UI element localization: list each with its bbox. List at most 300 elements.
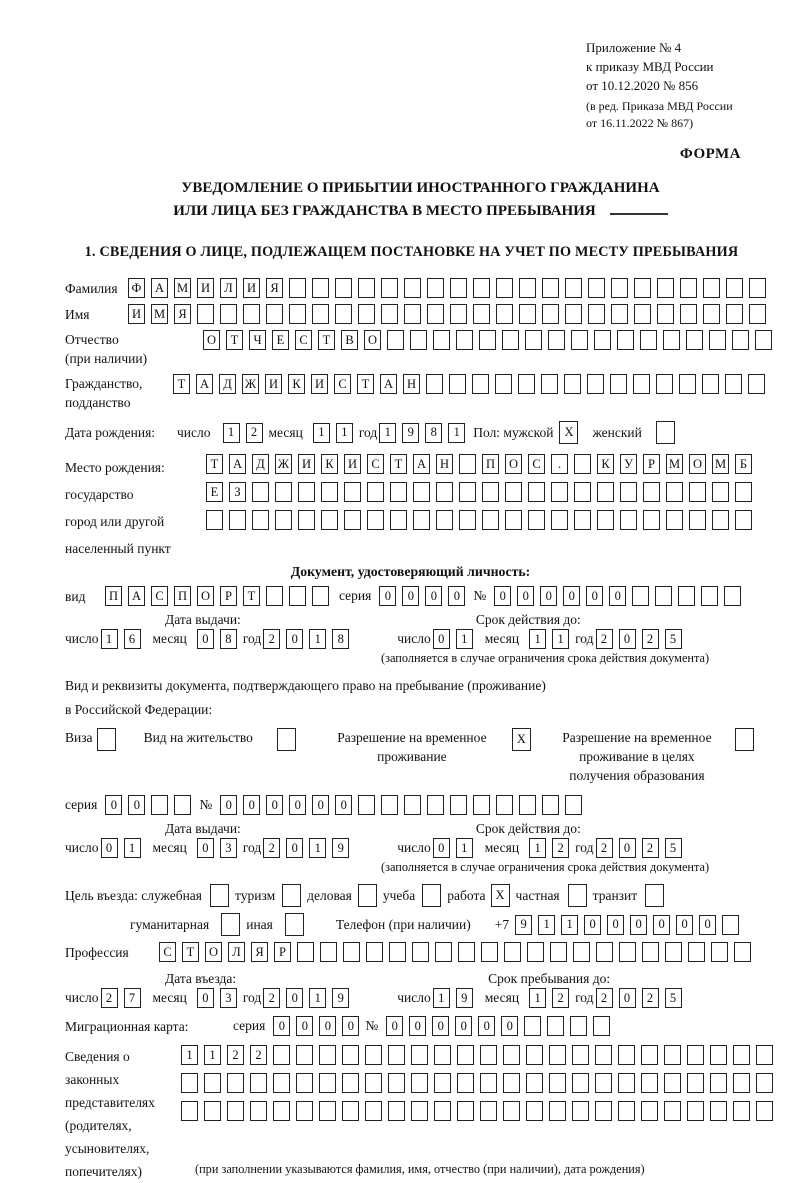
birthplace-cells-3[interactable] (206, 510, 758, 530)
char-cell[interactable] (227, 1101, 244, 1121)
char-cell[interactable]: 0 (619, 629, 636, 649)
char-cell[interactable]: Н (436, 454, 453, 474)
char-cell[interactable] (542, 278, 559, 298)
char-cell[interactable] (319, 1073, 336, 1093)
char-cell[interactable]: Ч (249, 330, 266, 350)
char-cell[interactable]: 1 (561, 915, 578, 935)
char-cell[interactable] (725, 374, 742, 394)
char-cell[interactable] (587, 374, 604, 394)
char-cell[interactable] (588, 304, 605, 324)
char-cell[interactable] (174, 795, 191, 815)
char-cell[interactable] (275, 482, 292, 502)
char-cell[interactable] (503, 1073, 520, 1093)
char-cell[interactable] (597, 510, 614, 530)
char-cell[interactable]: X (512, 728, 531, 751)
char-cell[interactable]: О (205, 942, 222, 962)
temp-residence-checkbox[interactable] (512, 728, 537, 751)
doc-issue-day[interactable] (101, 629, 147, 649)
char-cell[interactable] (656, 421, 675, 444)
stay-until-day[interactable] (433, 988, 479, 1008)
char-cell[interactable] (503, 1101, 520, 1121)
birth-year-cells[interactable] (379, 423, 471, 443)
char-cell[interactable] (618, 1073, 635, 1093)
representatives-cells-3[interactable] (181, 1101, 779, 1121)
char-cell[interactable] (665, 942, 682, 962)
char-cell[interactable]: 0 (425, 586, 442, 606)
char-cell[interactable] (565, 278, 582, 298)
char-cell[interactable] (319, 1045, 336, 1065)
char-cell[interactable]: И (298, 454, 315, 474)
char-cell[interactable] (657, 304, 674, 324)
char-cell[interactable] (641, 1073, 658, 1093)
char-cell[interactable] (618, 1101, 635, 1121)
char-cell[interactable] (342, 1073, 359, 1093)
purpose-study-checkbox[interactable] (422, 884, 447, 907)
char-cell[interactable] (688, 942, 705, 962)
char-cell[interactable]: 0 (286, 988, 303, 1008)
char-cell[interactable]: И (311, 374, 328, 394)
purpose-humanitarian-checkbox[interactable] (221, 913, 246, 936)
char-cell[interactable] (252, 482, 269, 502)
char-cell[interactable]: 0 (273, 1016, 290, 1036)
char-cell[interactable]: 0 (266, 795, 283, 815)
char-cell[interactable] (656, 374, 673, 394)
char-cell[interactable]: 0 (386, 1016, 403, 1036)
char-cell[interactable] (473, 304, 490, 324)
char-cell[interactable] (422, 884, 441, 907)
char-cell[interactable] (320, 942, 337, 962)
stay-expiry-day[interactable] (433, 838, 479, 858)
char-cell[interactable] (210, 884, 229, 907)
char-cell[interactable] (273, 1045, 290, 1065)
char-cell[interactable]: 0 (455, 1016, 472, 1036)
char-cell[interactable] (434, 1045, 451, 1065)
char-cell[interactable] (679, 374, 696, 394)
char-cell[interactable] (689, 482, 706, 502)
char-cell[interactable]: С (159, 942, 176, 962)
char-cell[interactable] (748, 374, 765, 394)
char-cell[interactable]: 2 (642, 988, 659, 1008)
char-cell[interactable] (702, 374, 719, 394)
stay-until-year[interactable] (596, 988, 688, 1008)
char-cell[interactable] (735, 728, 754, 751)
char-cell[interactable] (597, 482, 614, 502)
char-cell[interactable]: Т (318, 330, 335, 350)
char-cell[interactable]: 9 (402, 423, 419, 443)
char-cell[interactable] (526, 1045, 543, 1065)
char-cell[interactable] (358, 304, 375, 324)
char-cell[interactable]: 9 (456, 988, 473, 1008)
birthplace-cells-2[interactable] (206, 482, 758, 502)
char-cell[interactable] (289, 278, 306, 298)
char-cell[interactable]: 1 (181, 1045, 198, 1065)
char-cell[interactable] (619, 942, 636, 962)
char-cell[interactable]: А (128, 586, 145, 606)
char-cell[interactable] (450, 795, 467, 815)
citizenship-cells[interactable] (173, 374, 771, 394)
char-cell[interactable] (550, 942, 567, 962)
char-cell[interactable] (568, 884, 587, 907)
char-cell[interactable] (410, 330, 427, 350)
residence-permit-checkbox[interactable] (277, 728, 302, 751)
char-cell[interactable] (319, 1101, 336, 1121)
purpose-other-checkbox[interactable] (285, 913, 310, 936)
char-cell[interactable]: О (203, 330, 220, 350)
char-cell[interactable]: З (229, 482, 246, 502)
char-cell[interactable] (243, 304, 260, 324)
char-cell[interactable]: 2 (263, 629, 280, 649)
char-cell[interactable] (459, 510, 476, 530)
char-cell[interactable]: 8 (425, 423, 442, 443)
char-cell[interactable] (642, 942, 659, 962)
purpose-tourism-checkbox[interactable] (282, 884, 307, 907)
char-cell[interactable] (618, 1045, 635, 1065)
char-cell[interactable] (687, 1045, 704, 1065)
char-cell[interactable] (388, 1101, 405, 1121)
char-cell[interactable] (710, 1045, 727, 1065)
char-cell[interactable] (390, 482, 407, 502)
char-cell[interactable]: Ф (128, 278, 145, 298)
char-cell[interactable] (358, 884, 377, 907)
char-cell[interactable] (573, 942, 590, 962)
char-cell[interactable] (206, 510, 223, 530)
char-cell[interactable] (289, 304, 306, 324)
char-cell[interactable] (312, 586, 329, 606)
char-cell[interactable] (181, 1101, 198, 1121)
char-cell[interactable] (678, 586, 695, 606)
char-cell[interactable]: С (367, 454, 384, 474)
migration-card-series[interactable] (273, 1016, 365, 1036)
char-cell[interactable]: 0 (402, 586, 419, 606)
surname-cells[interactable] (128, 278, 772, 298)
char-cell[interactable] (571, 330, 588, 350)
char-cell[interactable] (473, 278, 490, 298)
char-cell[interactable]: 8 (332, 629, 349, 649)
char-cell[interactable] (434, 1073, 451, 1093)
char-cell[interactable] (503, 1045, 520, 1065)
char-cell[interactable] (595, 1073, 612, 1093)
char-cell[interactable] (564, 374, 581, 394)
char-cell[interactable]: Т (226, 330, 243, 350)
char-cell[interactable]: 0 (478, 1016, 495, 1036)
char-cell[interactable] (703, 278, 720, 298)
char-cell[interactable]: 0 (676, 915, 693, 935)
char-cell[interactable]: 1 (456, 838, 473, 858)
char-cell[interactable] (726, 304, 743, 324)
char-cell[interactable] (473, 795, 490, 815)
char-cell[interactable] (457, 1073, 474, 1093)
char-cell[interactable] (413, 482, 430, 502)
char-cell[interactable] (565, 304, 582, 324)
char-cell[interactable] (542, 795, 559, 815)
char-cell[interactable] (735, 510, 752, 530)
char-cell[interactable] (643, 510, 660, 530)
char-cell[interactable]: 1 (529, 838, 546, 858)
char-cell[interactable] (574, 510, 591, 530)
char-cell[interactable] (250, 1073, 267, 1093)
char-cell[interactable] (687, 1073, 704, 1093)
char-cell[interactable] (296, 1101, 313, 1121)
char-cell[interactable] (712, 510, 729, 530)
char-cell[interactable] (480, 1073, 497, 1093)
char-cell[interactable] (525, 330, 542, 350)
char-cell[interactable]: С (295, 330, 312, 350)
representatives-cells-1[interactable] (181, 1045, 779, 1065)
char-cell[interactable]: О (364, 330, 381, 350)
char-cell[interactable] (404, 304, 421, 324)
char-cell[interactable]: 8 (220, 629, 237, 649)
char-cell[interactable] (643, 482, 660, 502)
char-cell[interactable] (755, 330, 772, 350)
char-cell[interactable] (732, 330, 749, 350)
char-cell[interactable]: 5 (665, 629, 682, 649)
purpose-private-checkbox[interactable] (568, 884, 593, 907)
char-cell[interactable] (504, 942, 521, 962)
char-cell[interactable] (277, 728, 296, 751)
char-cell[interactable] (427, 304, 444, 324)
char-cell[interactable]: 0 (494, 586, 511, 606)
char-cell[interactable]: 2 (250, 1045, 267, 1065)
char-cell[interactable]: К (597, 454, 614, 474)
char-cell[interactable]: 2 (552, 988, 569, 1008)
char-cell[interactable] (711, 942, 728, 962)
char-cell[interactable] (666, 482, 683, 502)
char-cell[interactable] (358, 795, 375, 815)
char-cell[interactable]: X (559, 421, 578, 444)
char-cell[interactable] (289, 586, 306, 606)
doc-number-cells[interactable] (494, 586, 747, 606)
char-cell[interactable] (480, 1101, 497, 1121)
char-cell[interactable] (663, 330, 680, 350)
char-cell[interactable] (549, 1045, 566, 1065)
char-cell[interactable] (387, 330, 404, 350)
char-cell[interactable] (482, 482, 499, 502)
char-cell[interactable] (496, 795, 513, 815)
char-cell[interactable] (640, 330, 657, 350)
char-cell[interactable] (297, 942, 314, 962)
char-cell[interactable] (390, 510, 407, 530)
char-cell[interactable]: 5 (665, 988, 682, 1008)
char-cell[interactable]: Л (228, 942, 245, 962)
char-cell[interactable]: 1 (456, 629, 473, 649)
char-cell[interactable]: 2 (552, 838, 569, 858)
char-cell[interactable] (457, 1101, 474, 1121)
char-cell[interactable]: 3 (220, 838, 237, 858)
char-cell[interactable] (266, 304, 283, 324)
char-cell[interactable] (344, 482, 361, 502)
char-cell[interactable]: Т (390, 454, 407, 474)
char-cell[interactable] (641, 1101, 658, 1121)
char-cell[interactable] (335, 278, 352, 298)
char-cell[interactable]: 0 (448, 586, 465, 606)
char-cell[interactable]: П (482, 454, 499, 474)
char-cell[interactable]: 0 (197, 629, 214, 649)
char-cell[interactable] (388, 1073, 405, 1093)
char-cell[interactable] (296, 1045, 313, 1065)
char-cell[interactable]: С (528, 454, 545, 474)
char-cell[interactable]: 2 (263, 838, 280, 858)
char-cell[interactable] (321, 482, 338, 502)
char-cell[interactable] (712, 482, 729, 502)
stay-issue-month[interactable] (197, 838, 243, 858)
char-cell[interactable]: 1 (313, 423, 330, 443)
stay-issue-day[interactable] (101, 838, 147, 858)
char-cell[interactable] (519, 304, 536, 324)
char-cell[interactable]: 1 (309, 629, 326, 649)
char-cell[interactable] (427, 795, 444, 815)
char-cell[interactable]: 1 (529, 629, 546, 649)
char-cell[interactable]: 2 (246, 423, 263, 443)
char-cell[interactable] (220, 304, 237, 324)
char-cell[interactable]: 0 (630, 915, 647, 935)
char-cell[interactable]: 2 (642, 629, 659, 649)
char-cell[interactable] (459, 482, 476, 502)
char-cell[interactable] (756, 1045, 773, 1065)
char-cell[interactable] (551, 482, 568, 502)
char-cell[interactable] (655, 586, 672, 606)
char-cell[interactable]: 1 (552, 629, 569, 649)
char-cell[interactable] (252, 510, 269, 530)
doc-series-cells[interactable] (379, 586, 471, 606)
char-cell[interactable] (480, 1045, 497, 1065)
purpose-business-checkbox[interactable] (358, 884, 383, 907)
char-cell[interactable]: Т (182, 942, 199, 962)
char-cell[interactable] (733, 1045, 750, 1065)
char-cell[interactable] (595, 1101, 612, 1121)
char-cell[interactable]: 0 (586, 586, 603, 606)
char-cell[interactable] (389, 942, 406, 962)
char-cell[interactable] (664, 1073, 681, 1093)
char-cell[interactable] (358, 278, 375, 298)
char-cell[interactable] (641, 1045, 658, 1065)
char-cell[interactable] (427, 278, 444, 298)
char-cell[interactable]: Н (403, 374, 420, 394)
char-cell[interactable]: 0 (609, 586, 626, 606)
char-cell[interactable]: 1 (433, 988, 450, 1008)
char-cell[interactable]: 0 (517, 586, 534, 606)
char-cell[interactable]: 0 (105, 795, 122, 815)
char-cell[interactable]: Ж (275, 454, 292, 474)
char-cell[interactable]: 1 (379, 423, 396, 443)
char-cell[interactable]: И (128, 304, 145, 324)
char-cell[interactable]: Л (220, 278, 237, 298)
char-cell[interactable] (686, 330, 703, 350)
char-cell[interactable] (724, 586, 741, 606)
char-cell[interactable]: С (151, 586, 168, 606)
doc-issue-month[interactable] (197, 629, 243, 649)
char-cell[interactable] (365, 1073, 382, 1093)
char-cell[interactable]: 1 (223, 423, 240, 443)
char-cell[interactable]: 1 (204, 1045, 221, 1065)
char-cell[interactable]: А (380, 374, 397, 394)
char-cell[interactable] (610, 374, 627, 394)
phone-cells[interactable] (515, 915, 745, 935)
char-cell[interactable] (321, 510, 338, 530)
char-cell[interactable] (411, 1073, 428, 1093)
temp-residence-edu-checkbox[interactable] (735, 728, 760, 751)
char-cell[interactable]: 2 (596, 988, 613, 1008)
char-cell[interactable]: А (413, 454, 430, 474)
char-cell[interactable] (709, 330, 726, 350)
char-cell[interactable]: С (334, 374, 351, 394)
char-cell[interactable]: 2 (596, 838, 613, 858)
stay-doc-number-cells[interactable] (220, 795, 588, 815)
char-cell[interactable]: 9 (332, 988, 349, 1008)
char-cell[interactable] (250, 1101, 267, 1121)
char-cell[interactable]: 0 (540, 586, 557, 606)
char-cell[interactable]: Т (173, 374, 190, 394)
char-cell[interactable] (551, 510, 568, 530)
char-cell[interactable]: 0 (563, 586, 580, 606)
sex-male-checkbox[interactable] (559, 421, 584, 444)
char-cell[interactable] (526, 1101, 543, 1121)
char-cell[interactable] (458, 942, 475, 962)
char-cell[interactable] (404, 278, 421, 298)
char-cell[interactable]: 0 (312, 795, 329, 815)
char-cell[interactable]: Т (357, 374, 374, 394)
char-cell[interactable] (151, 795, 168, 815)
char-cell[interactable] (412, 942, 429, 962)
char-cell[interactable] (381, 795, 398, 815)
char-cell[interactable]: 2 (263, 988, 280, 1008)
char-cell[interactable] (97, 728, 116, 751)
char-cell[interactable] (342, 1045, 359, 1065)
char-cell[interactable]: А (196, 374, 213, 394)
profession-cells[interactable] (159, 942, 757, 962)
char-cell[interactable] (541, 374, 558, 394)
char-cell[interactable]: 0 (286, 629, 303, 649)
char-cell[interactable] (298, 510, 315, 530)
char-cell[interactable] (528, 482, 545, 502)
char-cell[interactable]: 1 (538, 915, 555, 935)
char-cell[interactable] (436, 482, 453, 502)
char-cell[interactable]: 0 (653, 915, 670, 935)
entry-month[interactable] (197, 988, 243, 1008)
char-cell[interactable] (549, 1073, 566, 1093)
char-cell[interactable]: 0 (296, 1016, 313, 1036)
char-cell[interactable] (756, 1101, 773, 1121)
char-cell[interactable]: 0 (607, 915, 624, 935)
char-cell[interactable] (404, 795, 421, 815)
char-cell[interactable] (505, 510, 522, 530)
doc-issue-year[interactable] (263, 629, 355, 649)
char-cell[interactable]: 6 (124, 629, 141, 649)
stay-until-month[interactable] (529, 988, 575, 1008)
char-cell[interactable]: 9 (332, 838, 349, 858)
purpose-official-checkbox[interactable] (210, 884, 235, 907)
char-cell[interactable]: 2 (642, 838, 659, 858)
char-cell[interactable] (502, 330, 519, 350)
char-cell[interactable]: 0 (220, 795, 237, 815)
char-cell[interactable] (496, 304, 513, 324)
char-cell[interactable] (479, 330, 496, 350)
char-cell[interactable] (342, 1101, 359, 1121)
char-cell[interactable] (548, 330, 565, 350)
char-cell[interactable] (666, 510, 683, 530)
char-cell[interactable]: 0 (342, 1016, 359, 1036)
char-cell[interactable] (733, 1101, 750, 1121)
char-cell[interactable]: О (505, 454, 522, 474)
char-cell[interactable]: 0 (584, 915, 601, 935)
entry-day[interactable] (101, 988, 147, 1008)
char-cell[interactable] (221, 913, 240, 936)
char-cell[interactable]: 0 (379, 586, 396, 606)
char-cell[interactable]: 3 (220, 988, 237, 1008)
char-cell[interactable]: 0 (197, 838, 214, 858)
char-cell[interactable] (611, 304, 628, 324)
char-cell[interactable] (413, 510, 430, 530)
char-cell[interactable] (459, 454, 476, 474)
